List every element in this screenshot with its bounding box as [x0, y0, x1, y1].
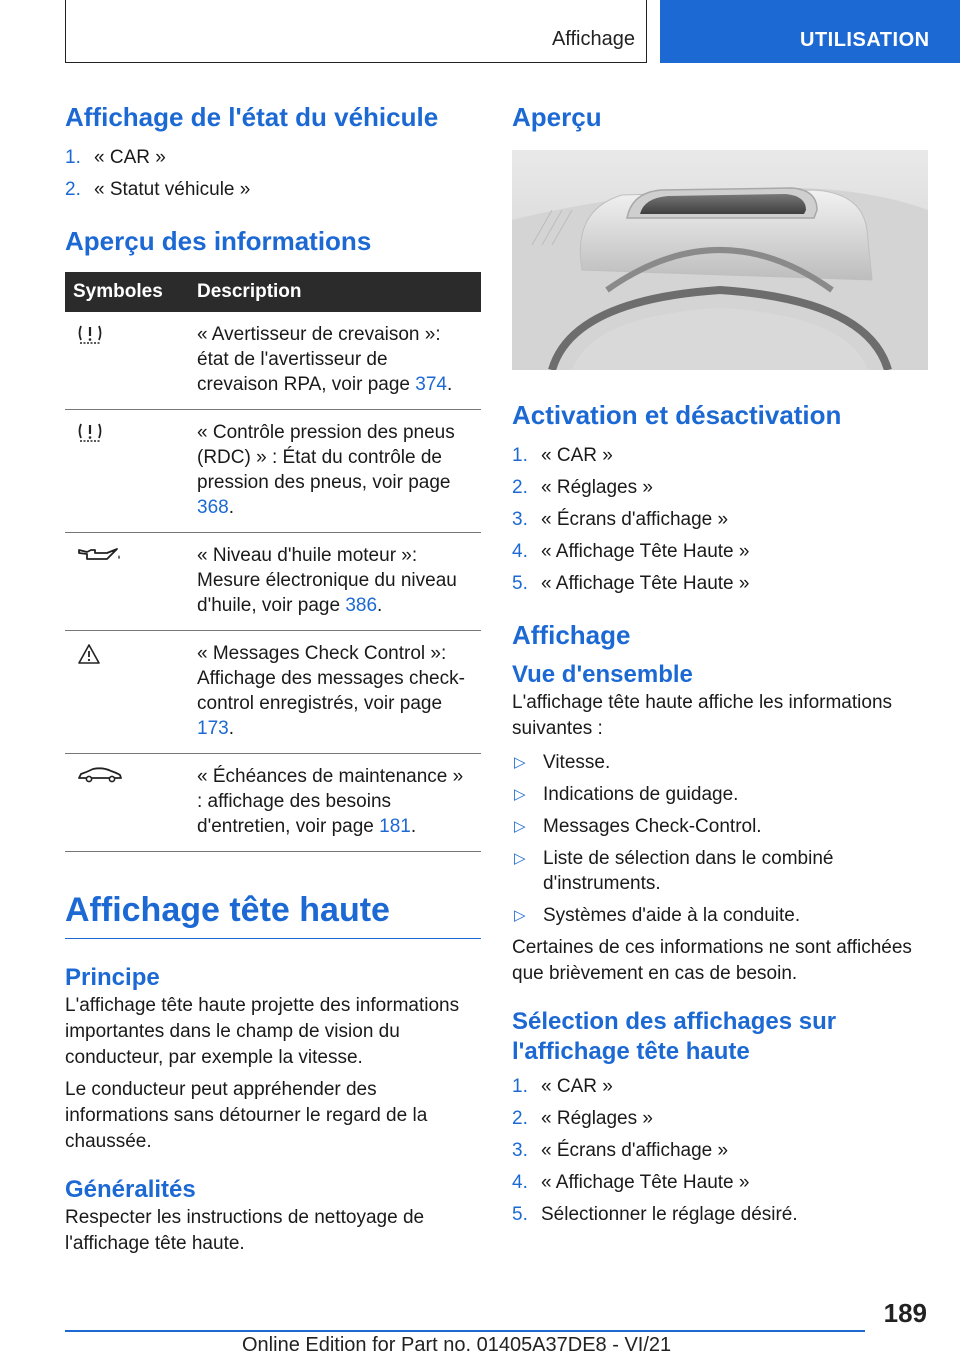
- list-item: ▷ Liste de sélection dans le combiné d'instruments.: [514, 848, 834, 894]
- warning-triangle-icon: [77, 643, 101, 665]
- list-item: 1. « CAR »: [65, 147, 166, 168]
- footer-edition: Online Edition for Part no. 01405A37DE8 - VI/21: [242, 1334, 672, 1356]
- car-service-icon: [77, 766, 123, 784]
- column-header-description: Description: [189, 272, 481, 312]
- header-section-title: Affichage: [551, 28, 635, 50]
- display-subtitle: Vue d'ensemble: [512, 661, 693, 688]
- column-header-symbols: Symboles: [65, 272, 189, 312]
- overview-title: Aperçu des informations: [65, 226, 372, 256]
- general-title: Généralités: [65, 1176, 196, 1203]
- vehicle-status-title: Affichage de l'état du véhicule: [65, 102, 439, 132]
- list-item: 5. « Affichage Tête Haute »: [512, 573, 750, 594]
- table-row: « Échéances de maintenance » : affichage des besoins d'entretien, voir page 181.: [65, 754, 481, 852]
- activation-steps: [512, 440, 928, 600]
- bullet-triangle-icon: ▷: [514, 907, 526, 924]
- row-description: « Messages Check Control »: Affichage des messages check-control enregistrés, voir page: [197, 643, 465, 714]
- selection-title: Sélection des affichages sur l'affichage tête haute: [512, 1008, 837, 1065]
- selection-steps: [512, 1071, 928, 1231]
- page-link[interactable]: 173: [197, 718, 229, 739]
- page-link[interactable]: 386: [345, 595, 378, 616]
- right-column: [512, 100, 928, 1231]
- bullet-triangle-icon: ▷: [514, 850, 526, 867]
- page-number: 189: [883, 1298, 927, 1328]
- row-description: « Niveau d'huile moteur »: Mesure électronique du niveau d'huile, voir page: [197, 545, 457, 616]
- footer-divider: [65, 1330, 865, 1332]
- table-row: « Avertisseur de crevaison »: état de l'avertisseur de crevaison RPA, voir page 374.: [65, 312, 481, 410]
- display-intro: L'affichage tête haute affiche les informations suivantes :: [512, 692, 893, 739]
- bullet-triangle-icon: ▷: [514, 786, 526, 803]
- list-item: 4. « Affichage Tête Haute »: [512, 1172, 750, 1193]
- list-item: ▷ Vitesse.: [514, 752, 611, 773]
- principle-paragraph-1: L'affichage tête haute projette des informations importantes dans le champ de vision du conducteur, par exemple la vitesse.: [65, 995, 460, 1068]
- tire-pressure-warning-icon: [77, 324, 103, 346]
- list-item: 3. « Écrans d'affichage »: [512, 509, 729, 530]
- list-item: ▷ Systèmes d'aide à la conduite.: [514, 905, 801, 926]
- row-description: « Contrôle pression des pneus (RDC) » : État du contrôle de pression des pneus, voir page: [197, 422, 455, 493]
- page-link[interactable]: 181: [379, 816, 411, 837]
- page-link[interactable]: 368: [197, 497, 229, 518]
- list-item: 1. « CAR »: [512, 1076, 613, 1097]
- left-column: [65, 100, 481, 1263]
- table-row: « Contrôle pression des pneus (RDC) » : État du contrôle de pression des pneus, voir page 368.: [65, 410, 481, 533]
- list-item: 2. « Réglages »: [512, 1108, 653, 1129]
- list-item: 5. Sélectionner le réglage désiré.: [512, 1204, 798, 1225]
- list-item: 1. « CAR »: [512, 445, 613, 466]
- oil-can-icon: [77, 545, 123, 565]
- activation-title: Activation et désactivation: [512, 400, 842, 430]
- tire-pressure-monitor-icon: [77, 422, 103, 444]
- list-item: 4. « Affichage Tête Haute »: [512, 541, 750, 562]
- display-bullets: [512, 750, 928, 928]
- apercu-title: Aperçu: [512, 102, 602, 132]
- bullet-triangle-icon: ▷: [514, 818, 526, 835]
- list-item: 2. « Statut véhicule »: [65, 179, 251, 200]
- vehicle-status-steps: [65, 142, 481, 206]
- general-paragraph: Respecter les instructions de nettoyage de l'affichage tête haute.: [65, 1207, 425, 1254]
- display-note: Certaines de ces informations ne sont affichées que brièvement en cas de besoin.: [512, 937, 912, 984]
- principle-paragraph-2: Le conducteur peut appréhender des informations sans détourner le regard de la chaussée.: [65, 1079, 428, 1152]
- hud-section-title: Affichage tête haute: [65, 888, 481, 939]
- header-chapter-tab: UTILISATION: [660, 0, 960, 63]
- list-item: ▷ Messages Check-Control.: [514, 816, 762, 837]
- principle-title: Principe: [65, 964, 160, 991]
- table-row: « Messages Check Control »: Affichage des messages check-control enregistrés, voir page 173.: [65, 631, 481, 754]
- list-item: 3. « Écrans d'affichage »: [512, 1140, 729, 1161]
- row-description: « Avertisseur de crevaison »: état de l'avertisseur de crevaison RPA, voir page: [197, 324, 441, 395]
- bullet-triangle-icon: ▷: [514, 754, 526, 771]
- head-up-display-photo: [512, 150, 928, 370]
- list-item: 2. « Réglages »: [512, 477, 653, 498]
- symbols-table: [65, 272, 481, 852]
- table-row: « Niveau d'huile moteur »: Mesure électronique du niveau d'huile, voir page 386.: [65, 533, 481, 631]
- page-link[interactable]: 374: [415, 374, 447, 395]
- list-item: ▷ Indications de guidage.: [514, 784, 739, 805]
- row-description: « Échéances de maintenance » : affichage des besoins d'entretien, voir page: [197, 766, 464, 837]
- display-title: Affichage: [512, 620, 631, 650]
